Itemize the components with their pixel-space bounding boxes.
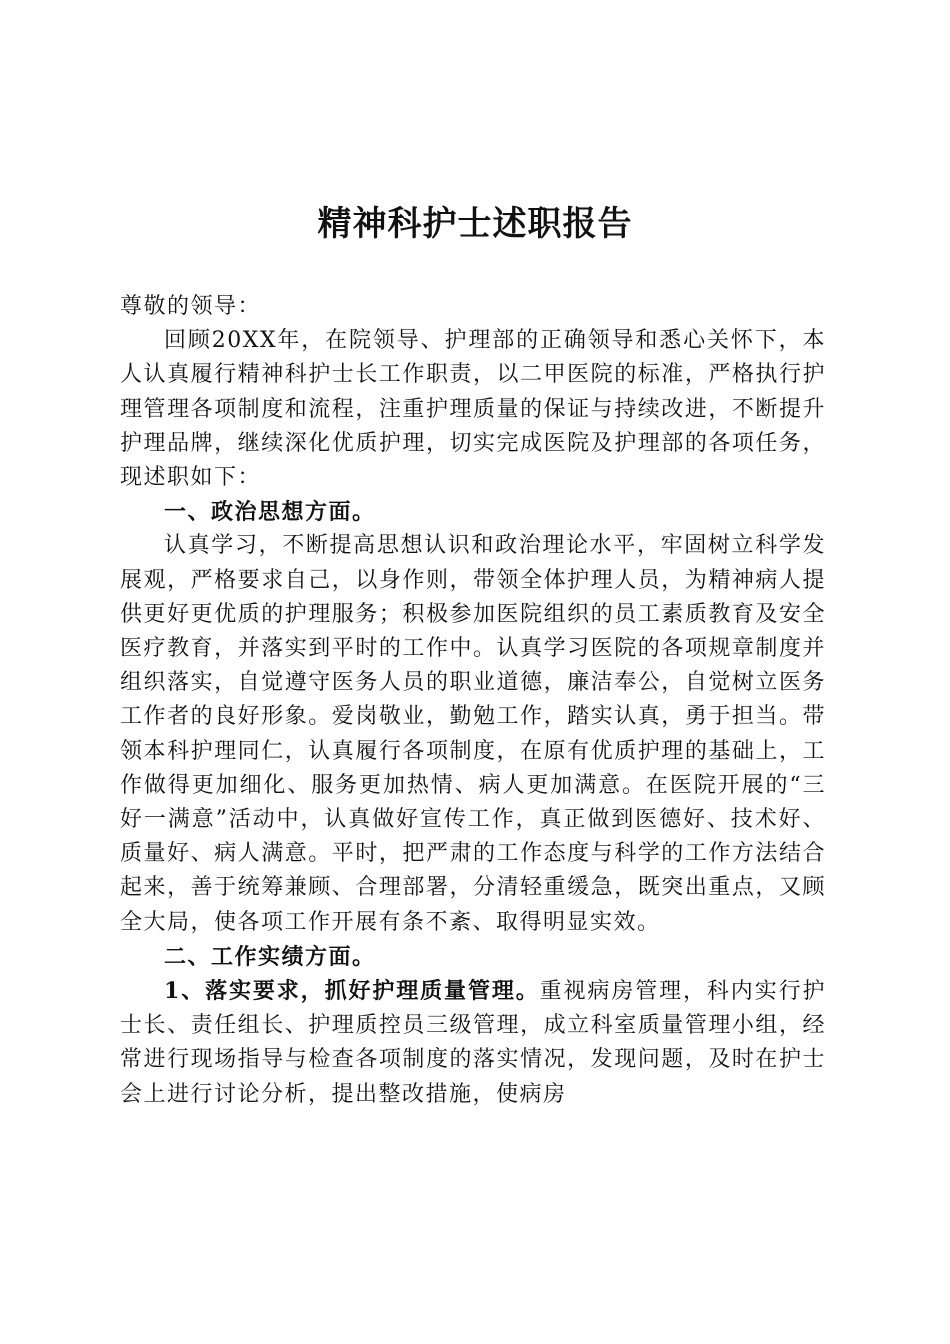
section-body-politics: 认真学习，不断提高思想认识和政治理论水平，牢固树立科学发展观，严格要求自己，以身作则，带领全体护理人员，为精神病人提供更好更优质的护理服务；积极参加医院组织的员工素质教育及安全医疗教育，并落实到平时的工作中。认真学习医院的各项规章制度并组织落实，自觉遵守医务人员的职业道德，廉洁奉公，自觉树立医务工作者的良好形象。爱岗敬业，勤勉工作，踏实认真，勇于担当。带领本科护理同仁，认真履行各项制度，在原有优质护理的基础上，工作做得更加细化、服务更加热情、病人更加满意。在医院开展的“三好一满意”活动中，认真做好宣传工作，真正做到医德好、技术好、质量好、病人满意。平时，把严肃的工作态度与科学的工作方法结合起来，善于统筹兼顾、合理部署，分清轻重缓急，既突出重点，又顾全大局，使各项工作开展有条不紊、取得明显实效。 [120,533,826,935]
document-body [120,290,826,1112]
item-paragraph-quality [120,974,826,1112]
intro-paragraph: 回顾20XX年，在院领导、护理部的正确领导和悉心关怀下，本人认真履行精神科护士长工作职责，以二甲医院的标准，严格执行护理管理各项制度和流程，注重护理质量的保证与持续改进，不断提升护理品牌，继续深化优质护理，切实完成医院及护理部的各项任务，现述职如下： [120,328,826,491]
section-heading-achievements: 二、工作实绩方面。 [164,943,376,970]
salutation: 尊敬的领导： [120,294,262,319]
item-heading-quality: 1、落实要求，抓好护理质量管理。 [164,978,540,1005]
item-body-quality: 重视病房管理，科内实行护士长、责任组长、护理质控员三级管理，成立科室质量管理小组，经常进行现场指导与检查各项制度的落实情况，发现问题，及时在护士会上进行讨论分析，提出整改措施，使病房 [120,979,826,1107]
document-title: 精神科护士述职报告 [317,204,633,244]
section-heading-politics: 一、政治思想方面。 [164,499,376,526]
